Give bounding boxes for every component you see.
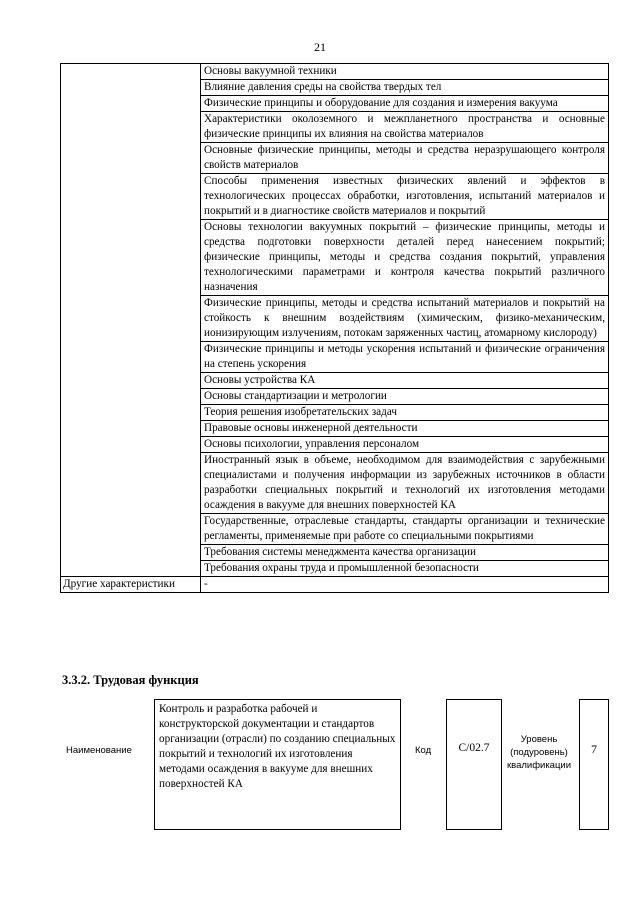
knowledge-item: Характеристики околоземного и межпланетного пространства и основные физические принципы их влияния на свойства материалов — [201, 112, 609, 143]
knowledge-table-body — [61, 64, 609, 593]
knowledge-item: Основы вакуумной техники — [201, 64, 609, 80]
knowledge-item: Способы применения известных физических явлений и эффектов в технологических процессах обработки, изготовления, испытаний материалов и покрытий и в диагностике свойств материалов и покрытий — [201, 174, 609, 220]
knowledge-item: Физические принципы и оборудование для создания и измерения вакуума — [201, 96, 609, 112]
other-characteristics-label: Другие характеристики — [61, 577, 201, 593]
knowledge-item: Теория решения изобретательских задач — [201, 405, 609, 421]
code-value-box: С/02.7 — [446, 699, 502, 830]
knowledge-item: Основы технологии вакуумных покрытий – физические принципы, методы и средства подготовки поверхности деталей перед нанесением покрытий; физические принципы, методы и средства создания покрытий, управления технологическими параметрами и контроля качества покрытий различного назначения — [201, 220, 609, 296]
knowledge-item: Правовые основы инженерной деятельности — [201, 421, 609, 437]
knowledge-item: Требования системы менеджмента качества организации — [201, 545, 609, 561]
knowledge-item: Физические принципы и методы ускорения испытаний и физические ограничения на степень ускорения — [201, 342, 609, 373]
other-characteristics-value: - — [201, 577, 609, 593]
page-number: 21 — [314, 40, 326, 54]
other-characteristics-row — [61, 577, 609, 593]
knowledge-item: Влияние давления среды на свойства твердых тел — [201, 80, 609, 96]
knowledge-label-cell — [61, 64, 201, 577]
code-label: Код — [415, 745, 432, 756]
function-name-box: Контроль и разработка рабочей и конструкторской документации и стандартов организации (отрасли) по созданию специальных покрытий и технологий их изготовления методами осаждения в вакууме для внешних поверхностей КА — [154, 699, 401, 830]
name-label: Наименование — [66, 745, 132, 756]
knowledge-item: Государственные, отраслевые стандарты, стандарты организации и технические регламенты, применяемые при работе со специальными покрытиями — [201, 514, 609, 545]
table-row — [61, 64, 609, 80]
section-title: 3.3.2. Трудовая функция — [62, 673, 199, 687]
knowledge-item: Основы стандартизации и метрологии — [201, 389, 609, 405]
knowledge-item: Требования охраны труда и промышленной безопасности — [201, 561, 609, 577]
knowledge-table — [60, 63, 609, 593]
level-label: Уровень (подуровень) квалификации — [506, 734, 572, 771]
knowledge-item: Основы устройства КА — [201, 373, 609, 389]
knowledge-item: Иностранный язык в объеме, необходимом для взаимодействия с зарубежными специалистами и получения информации из зарубежных источников в области разработки специальных покрытий и технологий их изготовления методами осаждения в вакууме для внешних поверхностей КА — [201, 453, 609, 514]
knowledge-item: Основы психологии, управления персоналом — [201, 437, 609, 453]
knowledge-item: Основные физические принципы, методы и средства неразрушающего контроля свойств материалов — [201, 143, 609, 174]
level-value-box: 7 — [579, 699, 609, 830]
knowledge-item: Физические принципы, методы и средства испытаний материалов и покрытий на стойкость к внешним воздействиям (химическим, физико-механическим, ионизирующим излучениям, потокам заряженных частиц, атомарному кислороду) — [201, 296, 609, 342]
